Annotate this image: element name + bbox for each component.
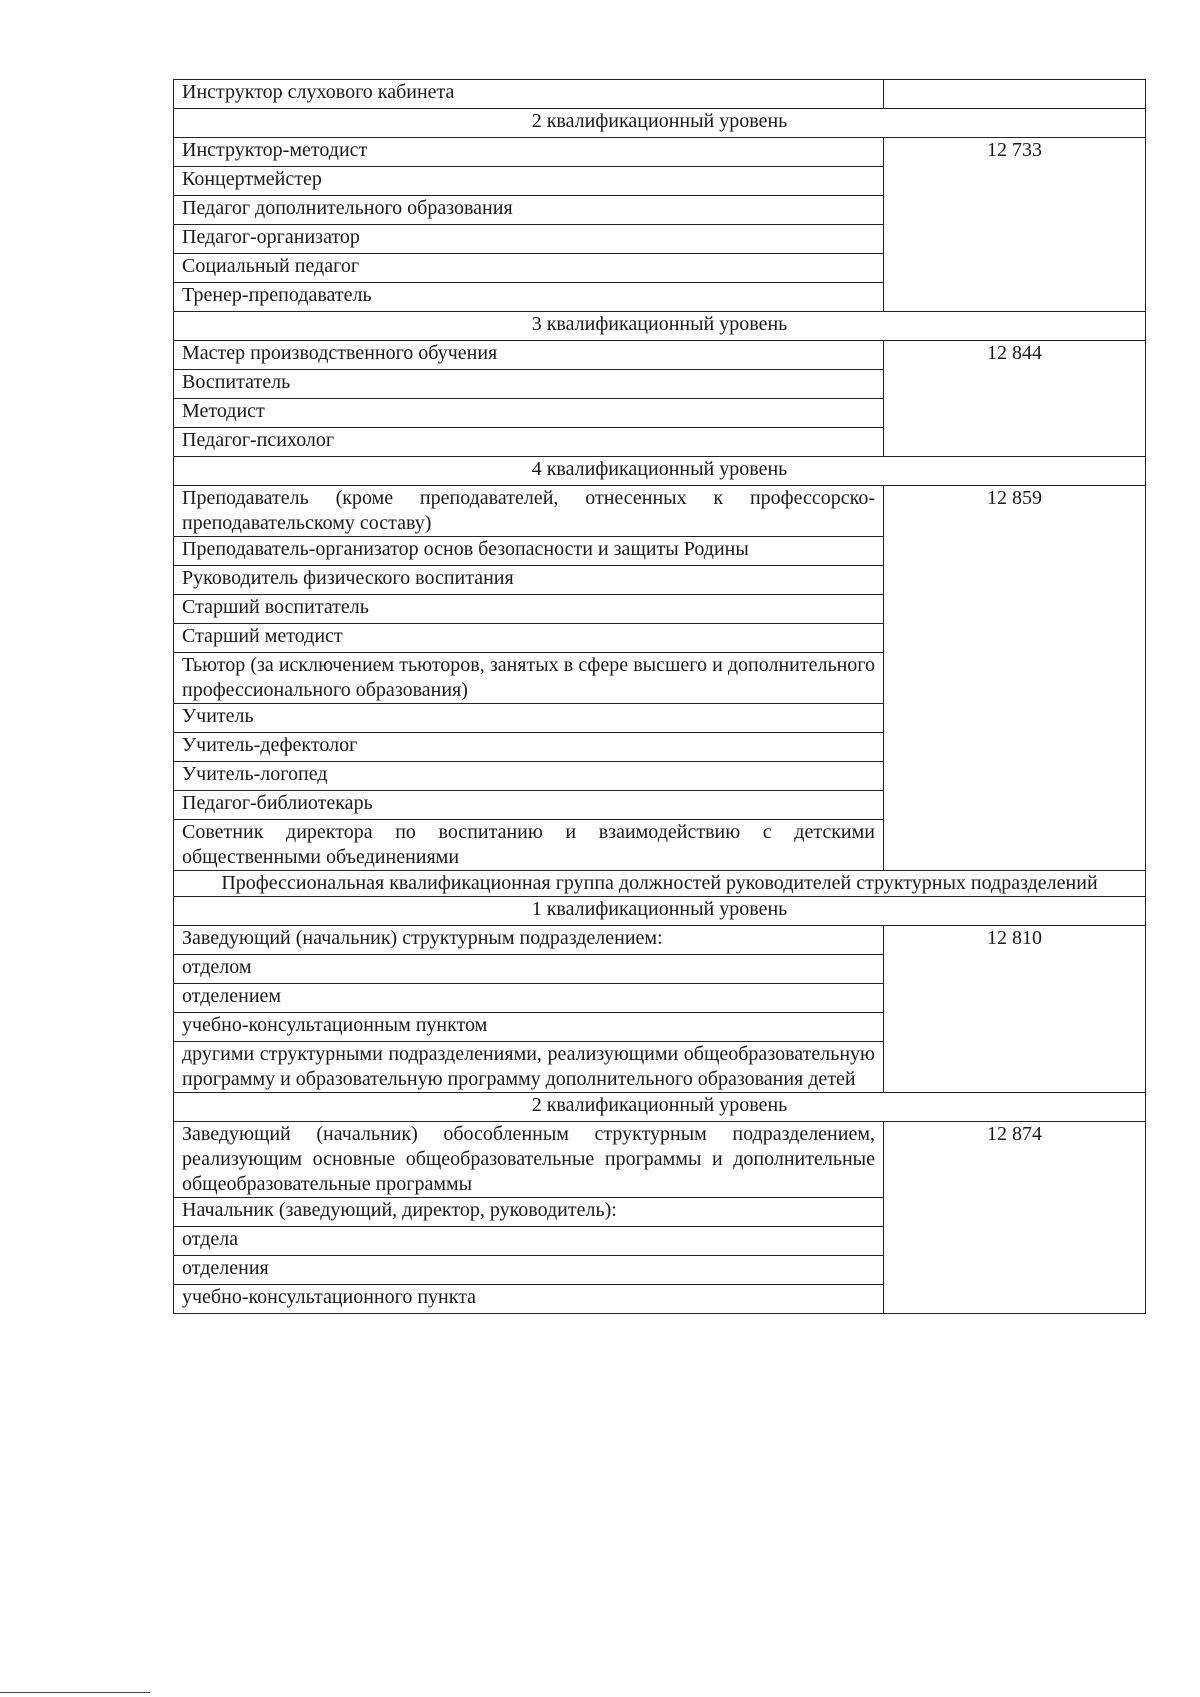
qualification-group-heading: Профессиональная квалификационная группа должностей руководителей структурных подразделений <box>174 871 1146 897</box>
position-name: Педагог-организатор <box>174 225 884 254</box>
position-name: Заведующий (начальник) структурным подразделением: <box>174 926 884 955</box>
position-name: Концертмейстер <box>174 167 884 196</box>
position-name: Педагог-психолог <box>174 428 884 457</box>
salary-value <box>884 80 1146 109</box>
position-name: отдела <box>174 1227 884 1256</box>
position-name: Воспитатель <box>174 370 884 399</box>
position-name: Заведующий (начальник) обособленным структурным подразделением, реализующим основные общеобразовательные программы и дополнительные общеобразовательные программы <box>174 1122 884 1198</box>
position-name: Тьютор (за исключением тьюторов, занятых в сфере высшего и дополнительного профессионального образования) <box>174 653 884 704</box>
position-name: Преподаватель (кроме преподавателей, отнесенных к профессорско-преподавательскому составу) <box>174 486 884 537</box>
salary-value: 12 810 <box>884 926 1146 1093</box>
position-name: Тренер-преподаватель <box>174 283 884 312</box>
level-row <box>174 457 1146 486</box>
qualification-level-heading: 2 квалификационный уровень <box>174 1093 1146 1122</box>
level-row <box>174 109 1146 138</box>
qualification-level-heading: 3 квалификационный уровень <box>174 312 1146 341</box>
position-row <box>174 1122 1146 1198</box>
position-name: отделением <box>174 984 884 1013</box>
position-name: Методист <box>174 399 884 428</box>
position-row <box>174 926 1146 955</box>
position-name: Инструктор-методист <box>174 138 884 167</box>
position-name: Инструктор слухового кабинета <box>174 80 884 109</box>
position-name: Старший воспитатель <box>174 595 884 624</box>
position-name: Педагог дополнительного образования <box>174 196 884 225</box>
position-name: Учитель-логопед <box>174 762 884 791</box>
position-row <box>174 138 1146 167</box>
salary-table-body <box>174 80 1146 1314</box>
page-edge-line <box>0 1692 150 1693</box>
position-name: Руководитель физического воспитания <box>174 566 884 595</box>
salary-table <box>173 79 1146 1314</box>
level-row <box>174 312 1146 341</box>
position-name: Педагог-библиотекарь <box>174 791 884 820</box>
position-name: отделения <box>174 1256 884 1285</box>
position-name: учебно-консультационным пунктом <box>174 1013 884 1042</box>
position-row <box>174 486 1146 537</box>
level-row <box>174 897 1146 926</box>
position-name: Учитель-дефектолог <box>174 733 884 762</box>
qualification-level-heading: 4 квалификационный уровень <box>174 457 1146 486</box>
salary-value: 12 844 <box>884 341 1146 457</box>
position-row <box>174 80 1146 109</box>
qualification-level-heading: 2 квалификационный уровень <box>174 109 1146 138</box>
salary-value: 12 733 <box>884 138 1146 312</box>
salary-value: 12 859 <box>884 486 1146 871</box>
position-name: другими структурными подразделениями, реализующими общеобразовательную программу и образовательную программу дополнительного образования детей <box>174 1042 884 1093</box>
position-row <box>174 341 1146 370</box>
group-row <box>174 871 1146 897</box>
level-row <box>174 1093 1146 1122</box>
position-name: Старший методист <box>174 624 884 653</box>
position-name: Начальник (заведующий, директор, руководитель): <box>174 1198 884 1227</box>
position-name: учебно-консультационного пункта <box>174 1285 884 1314</box>
position-name: Советник директора по воспитанию и взаимодействию с детскими общественными объединениями <box>174 820 884 871</box>
salary-value: 12 874 <box>884 1122 1146 1314</box>
position-name: Мастер производственного обучения <box>174 341 884 370</box>
qualification-level-heading: 1 квалификационный уровень <box>174 897 1146 926</box>
position-name: Преподаватель-организатор основ безопасности и защиты Родины <box>174 537 884 566</box>
position-name: Учитель <box>174 704 884 733</box>
position-name: отделом <box>174 955 884 984</box>
position-name: Социальный педагог <box>174 254 884 283</box>
